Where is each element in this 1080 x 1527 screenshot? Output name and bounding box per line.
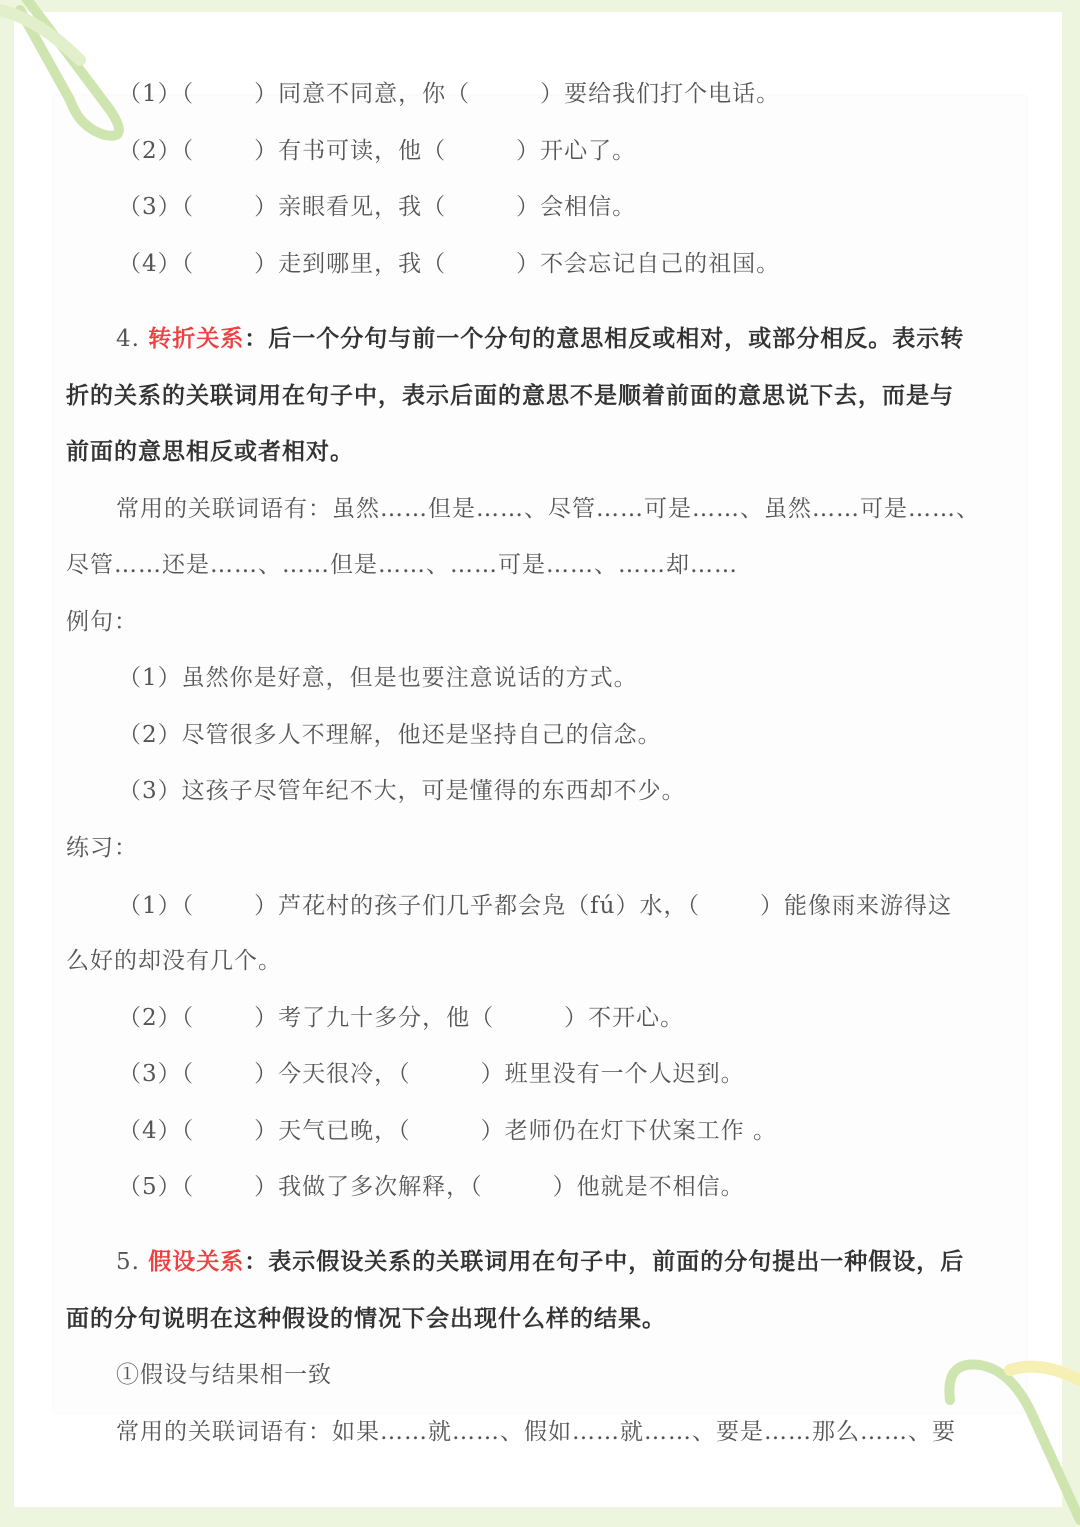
- practice-row: （1）（ ）同意不同意，你（ ）要给我们打个电话。: [118, 81, 781, 107]
- example-label: 例句：: [66, 609, 138, 635]
- section-title: 假设关系: [148, 1248, 245, 1275]
- practice-row: （2）（ ）考了九十多分，他（ ）不开心。: [118, 1005, 685, 1031]
- practice-row: （5）（ ）我做了多次解释，（ ）他就是不相信。: [118, 1174, 745, 1200]
- content-card: [54, 96, 1026, 1412]
- example-sentence: （3）这孩子尽管年纪不大，可是懂得的东西却不少。: [118, 778, 686, 804]
- common-words: 常用的关联词语有：虽然……但是……、尽管……可是……、虽然……可是……、: [116, 496, 980, 522]
- practice-row: （4）（ ）走到哪里，我（ ）不会忘记自己的祖国。: [118, 251, 781, 277]
- sub-heading: ①假设与结果相一致: [116, 1362, 332, 1388]
- section-description: 后一个分句与前一个分句的意思相反或相对，或部分相反。表示转: [268, 325, 965, 352]
- section-number: 4.: [116, 326, 140, 352]
- practice-row: （4）（ ）天气已晚，（ ）老师仍在灯下伏案工作 。: [118, 1118, 777, 1144]
- practice-label: 练习：: [66, 835, 138, 861]
- section-number: 5.: [116, 1249, 140, 1275]
- section-description: 前面的意思相反或者相对。: [66, 438, 354, 465]
- section-5-heading: 5. 假设关系：表示假设关系的关联词用在句子中，前面的分句提出一种假设，后: [116, 1248, 965, 1275]
- practice-row: （1）（ ）芦花村的孩子们几乎都会凫（fú）水，（ ）能像雨来游得这: [118, 893, 952, 919]
- example-sentence: （2）尽管很多人不理解，他还是坚持自己的信念。: [118, 722, 662, 748]
- section-description: 折的关系的关联词用在句子中，表示后面的意思不是顺着前面的意思说下去，而是与: [66, 382, 954, 409]
- section-description: 面的分句说明在这种假设的情况下会出现什么样的结果。: [66, 1305, 666, 1332]
- paperclip-top-left-icon: [0, 0, 180, 150]
- practice-row: （3）（ ）今天很冷，（ ）班里没有一个人迟到。: [118, 1061, 745, 1087]
- common-words: 常用的关联词语有：如果……就……、假如……就……、要是……那么……、要: [116, 1419, 956, 1445]
- practice-row: （2）（ ）有书可读，他（ ）开心了。: [118, 138, 637, 164]
- practice-row-continued: 么好的却没有几个。: [66, 948, 282, 974]
- practice-row: （3）（ ）亲眼看见，我（ ）会相信。: [118, 194, 637, 220]
- example-sentence: （1）虽然你是好意，但是也要注意说话的方式。: [118, 665, 638, 691]
- section-description: 表示假设关系的关联词用在句子中，前面的分句提出一种假设，后: [268, 1248, 965, 1275]
- common-words: 尽管……还是……、……但是……、……可是……、……却……: [66, 552, 738, 578]
- section-4-heading: 4. 转折关系：后一个分句与前一个分句的意思相反或相对，或部分相反。表示转: [116, 325, 965, 352]
- section-title: 转折关系: [148, 325, 245, 352]
